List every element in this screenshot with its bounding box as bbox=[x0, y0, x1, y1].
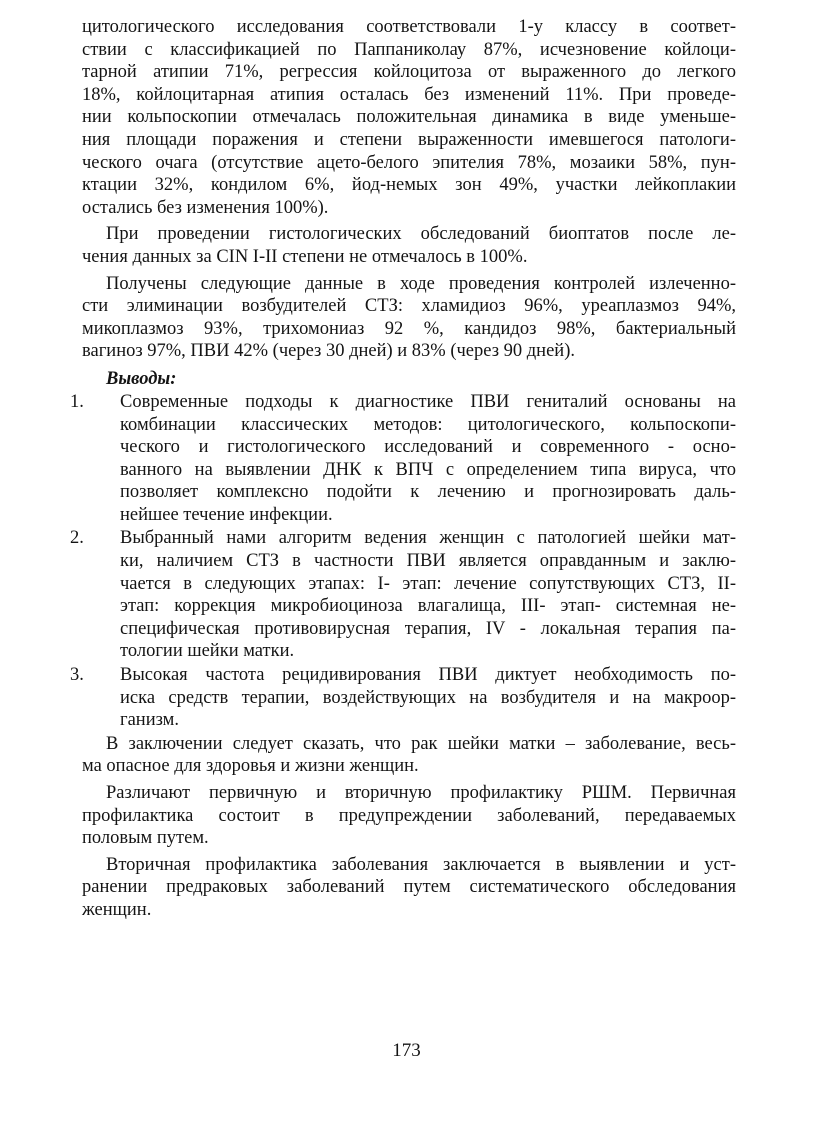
list-number: 3. bbox=[70, 665, 84, 686]
text-line: половым путем. bbox=[82, 828, 209, 849]
text-line: ранении предраковых заболеваний путем систематического обследования bbox=[82, 877, 736, 898]
text-line: 18%, койлоцитарная атипия осталась без изменений 11%. При проведе- bbox=[82, 84, 736, 105]
text-line: чения данных за CIN I-II степени не отмечалось в 100%. bbox=[82, 246, 528, 267]
paragraph-control-results bbox=[82, 273, 736, 363]
page-number: 173 bbox=[392, 1040, 421, 1061]
text-line: позволяет комплексно подойти к лечению и прогнозировать даль- bbox=[120, 482, 736, 503]
text-line: Высокая частота рецидивирования ПВИ диктует необходимость по- bbox=[120, 665, 736, 686]
text-line: этап: коррекция микробиоциноза влагалища, III- этап- системная не- bbox=[120, 596, 736, 617]
text-line: ванного на выявлении ДНК к ВПЧ с определением типа вируса, что bbox=[120, 459, 736, 480]
text-line: профилактика состоит в предупреждении заболеваний, передаваемых bbox=[82, 805, 736, 826]
conclusion-item-3 bbox=[70, 664, 736, 732]
text-line: Выбранный нами алгоритм ведения женщин с патологией шейки мат- bbox=[120, 528, 736, 549]
text-line: Получены следующие данные в ходе проведения контролей излеченно- bbox=[106, 273, 736, 294]
text-line: ктации 32%, кондилом 6%, йод-немых зон 49%, участки лейкоплакии bbox=[82, 175, 736, 196]
paragraph-primary-prevention bbox=[82, 782, 736, 850]
text-line: ки, наличием СТЗ в частности ПВИ является оправданным и заклю- bbox=[120, 551, 736, 572]
text-line: При проведении гистологических обследований биоптатов после ле- bbox=[106, 224, 736, 245]
paragraph-histology bbox=[82, 223, 736, 268]
text-line: Современные подходы к диагностике ПВИ гениталий основаны на bbox=[120, 391, 736, 412]
text-line: специфическая противовирусная терапия, IV - локальная терапия па- bbox=[120, 618, 736, 639]
text-line: женщин. bbox=[82, 899, 152, 920]
text-line: ческого и гистологического исследований и современного - осно- bbox=[120, 437, 736, 458]
text-line: чается в следующих этапах: I- этап: лечение сопутствующих СТЗ, II- bbox=[120, 573, 736, 594]
text-line: вагиноз 97%, ПВИ 42% (через 30 дней) и 83% (через 90 дней). bbox=[82, 341, 575, 362]
text-line: ческого очага (отсутствие ацето-белого эпителия 78%, мозаики 58%, пун- bbox=[82, 152, 736, 173]
text-line: сти элиминации возбудителей СТЗ: хламидиоз 96%, уреаплазмоз 94%, bbox=[82, 296, 736, 317]
text-line: ганизм. bbox=[120, 710, 179, 731]
text-line: цитологического исследования соответствовали 1-у классу в соответ- bbox=[82, 17, 736, 37]
conclusions-heading: Выводы: bbox=[106, 368, 177, 389]
list-number: 1. bbox=[70, 391, 84, 412]
text-line: нейшее течение инфекции. bbox=[120, 504, 333, 525]
text-line: нии кольпоскопии отмечалась положительная динамика в виде уменьше- bbox=[82, 107, 736, 128]
paragraph-cervical-cancer bbox=[82, 733, 736, 778]
text-line: Различают первичную и вторичную профилактику РШМ. Первичная bbox=[106, 783, 736, 803]
conclusion-item-2 bbox=[70, 527, 736, 663]
text-line: ния площади поражения и степени выраженности имевшегося патологи- bbox=[82, 129, 736, 150]
paragraph-secondary-prevention bbox=[82, 854, 736, 922]
text-line: Вторичная профилактика заболевания заключается в выявлении и уст- bbox=[106, 854, 736, 875]
text-line: ствии с классификацией по Паппаниколау 87%, исчезновение койлоци- bbox=[82, 39, 736, 60]
text-line: В заключении следует сказать, что рак шейки матки – заболевание, весь- bbox=[106, 733, 736, 754]
text-line: комбинации классических методов: цитологического, кольпоскопи- bbox=[120, 414, 736, 435]
list-number: 2. bbox=[70, 528, 84, 549]
text-line: ма опасное для здоровья и жизни женщин. bbox=[82, 756, 419, 777]
text-line: иска средств терапии, воздействующих на возбудителя и на макроор- bbox=[120, 687, 736, 708]
text-line: тологии шейки матки. bbox=[120, 641, 295, 662]
paragraph-results-cytology bbox=[82, 16, 736, 219]
page-body bbox=[70, 16, 736, 926]
text-line: микоплазмоз 93%, трихомониаз 92 %, кандидоз 98%, бактериальный bbox=[82, 318, 736, 339]
conclusion-item-1 bbox=[70, 391, 736, 527]
text-line: остались без изменения 100%). bbox=[82, 197, 329, 218]
text-line: тарной атипии 71%, регрессия койлоцитоза от выраженного до легкого bbox=[82, 62, 736, 83]
